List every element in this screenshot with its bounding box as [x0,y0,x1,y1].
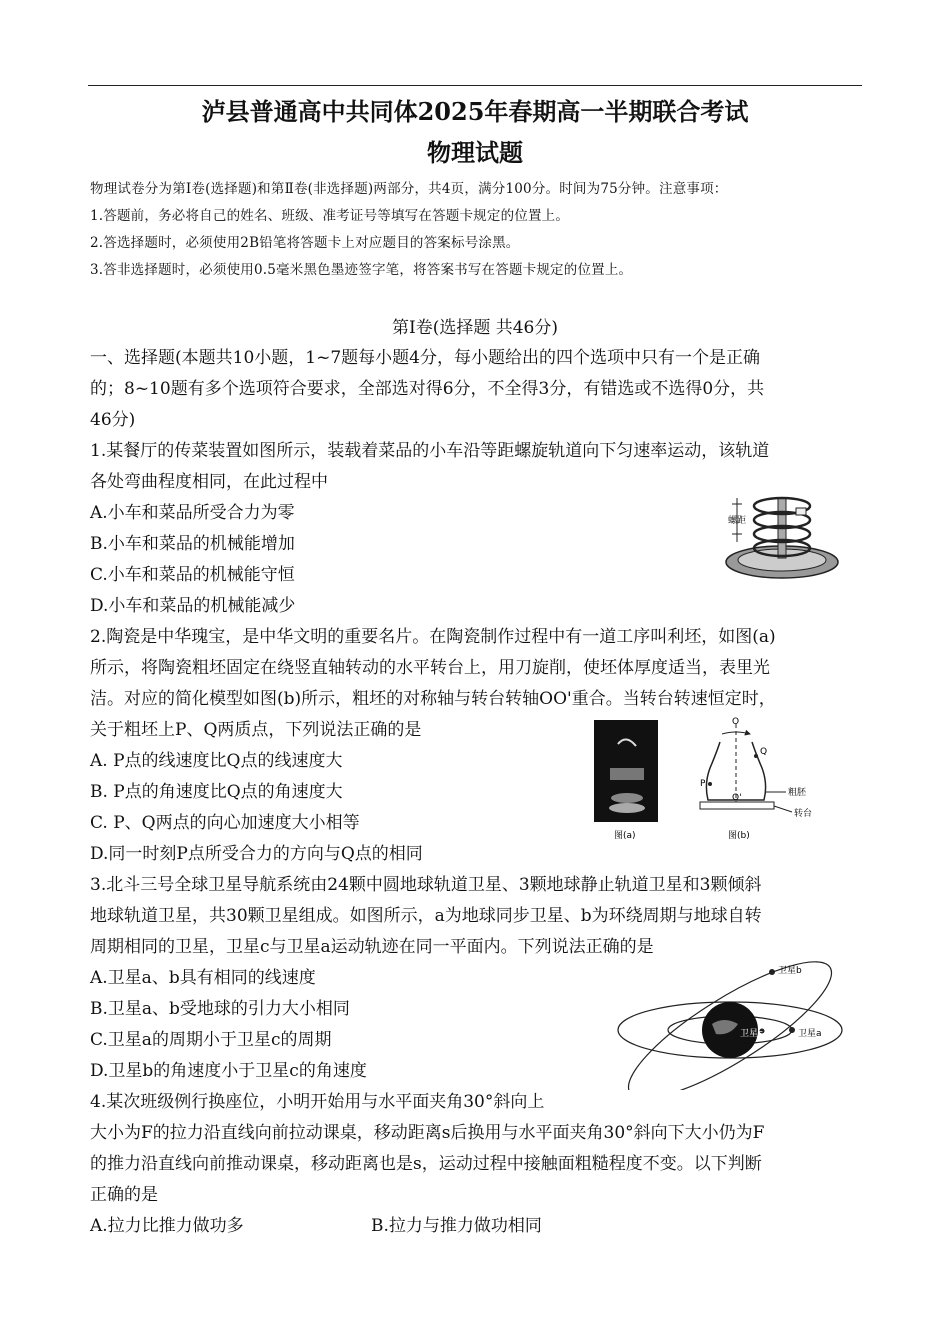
q4-stem: 的推力沿直线向前推动课桌，移动距离也是s，运动过程中接触面粗糙程度不变。以下判断 [90,1154,762,1174]
q3-option-b: B.卫星a、b受地球的引力大小相同 [90,999,350,1019]
pottery-figure [588,716,854,846]
section-intro: 一、选择题(本题共10小题，1~7题每小题4分，每小题给出的四个选项中只有一个是正确 [90,348,760,368]
section-intro: 46分) [90,410,136,430]
q2-fig-caption-b: 图(b) [728,831,750,841]
spiral-track-figure [720,490,842,586]
q1-fig-label: 螺距 [728,516,747,526]
q2-stem: 2.陶瓷是中华瑰宝，是中华文明的重要名片。在陶瓷制作过程中有一道工序叫利坯，如图(a) [90,627,776,647]
notice-line: 3.答非选择题时，必须使用0.5毫米黑色墨迹签字笔，将答案书写在答题卡规定的位置上。 [90,262,633,278]
q4-stem: 正确的是 [90,1185,158,1205]
q1-stem: 各处弯曲程度相同，在此过程中 [90,472,328,492]
q1-option-d: D.小车和菜品的机械能减少 [90,596,296,616]
q3-fig-a: 卫星a [798,1029,822,1039]
header-rule [88,85,862,86]
q2-stem: 所示，将陶瓷粗坯固定在绕竖直轴转动的水平转台上，用刀旋削，使坯体厚度适当，表里光 [90,658,770,678]
exam-subtitle: 物理试题 [427,138,523,167]
q4-option-a: A.拉力比推力做功多 [90,1216,244,1236]
q2-fig-O2: O' [732,793,742,803]
q2-fig-caption-a: 图(a) [614,831,636,841]
q2-stem: 洁。对应的简化模型如图(b)所示，粗坯的对称轴与转台转轴OO'重合。当转台转速恒定时， [90,689,776,709]
q2-fig-O: O [732,717,740,727]
q2-option-b: B. P点的角速度比Q点的角速度大 [90,782,343,802]
q4-stem: 大小为F的拉力沿直线向前拉动课桌，移动距离s后换用与水平面夹角30°斜向下大小仍为F [90,1123,765,1143]
notice-line: 物理试卷分为第Ⅰ卷(选择题)和第Ⅱ卷(非选择题)两部分，共4页，满分100分。时间为75分钟。注意事项： [90,181,728,197]
q3-option-c: C.卫星a的周期小于卫星c的周期 [90,1030,332,1050]
q3-option-a: A.卫星a、b具有相同的线速度 [90,968,316,988]
q1-option-a: A.小车和菜品所受合力为零 [90,503,295,523]
q2-option-c: C. P、Q两点的向心加速度大小相等 [90,813,360,833]
q2-fig-P: P [700,779,706,789]
q2-option-a: A. P点的线速度比Q点的线速度大 [90,751,343,771]
q2-stem: 关于粗坯上P、Q两质点，下列说法正确的是 [90,720,422,740]
q4-option-b: B.拉力与推力做功相同 [371,1216,542,1236]
satellite-orbit-figure [612,958,858,1090]
q3-stem: 3.北斗三号全球卫星导航系统由24颗中圆地球轨道卫星、3颗地球静止轨道卫星和3颗倾斜 [90,875,762,895]
section-intro: 的；8~10题有多个选项符合要求，全部选对得6分，不全得3分，有错选或不选得0分，共 [90,379,765,399]
q2-fig-blank: 粗胚 [788,788,807,798]
q3-stem: 地球轨道卫星，共30颗卫星组成。如图所示，a为地球同步卫星、b为环绕周期与地球自转 [90,906,762,926]
exam-title: 泸县普通高中共同体2025年春期高一半期联合考试 [201,97,749,126]
section-heading: 第Ⅰ卷(选择题 共46分) [391,318,558,338]
q3-stem: 周期相同的卫星，卫星c与卫星a运动轨迹在同一平面内。下列说法正确的是 [90,937,654,957]
q1-stem: 1.某餐厅的传菜装置如图所示，装载着菜品的小车沿等距螺旋轨道向下匀速率运动，该轨道 [90,441,770,461]
q1-option-c: C.小车和菜品的机械能守恒 [90,565,295,585]
notice-line: 2.答选择题时，必须使用2B铅笔将答题卡上对应题目的答案标号涂黑。 [90,235,520,251]
q2-fig-table: 转台 [794,809,813,819]
q3-fig-c: 卫星c [740,1029,763,1039]
q2-fig-Q: Q [760,747,768,757]
q3-option-d: D.卫星b的角速度小于卫星c的角速度 [90,1061,367,1081]
q2-option-d: D.同一时刻P点所受合力的方向与Q点的相同 [90,844,423,864]
q3-fig-b: 卫星b [778,966,802,976]
notice-line: 1.答题前，务必将自己的姓名、班级、准考证号等填写在答题卡规定的位置上。 [90,208,570,224]
q1-option-b: B.小车和菜品的机械能增加 [90,534,295,554]
q4-stem: 4.某次班级例行换座位，小明开始用与水平面夹角30°斜向上 [90,1092,545,1112]
